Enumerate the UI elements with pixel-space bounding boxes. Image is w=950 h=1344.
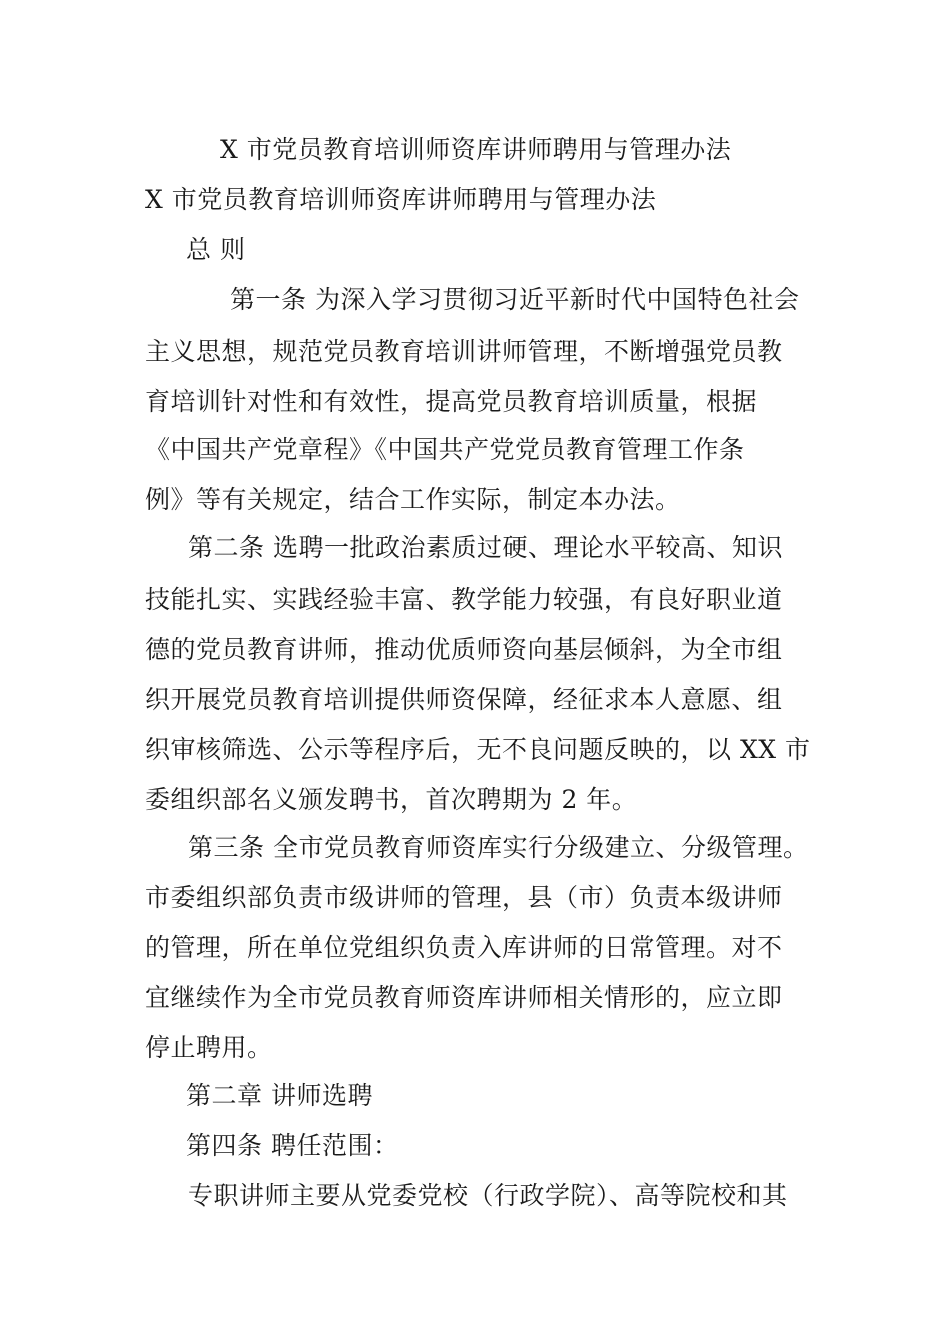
- article-3-line: 的管理，所在单位党组织负责入库讲师的日常管理。对不: [145, 933, 783, 962]
- article-2-line: 织审核筛选、公示等程序后，无不良问题反映的，以 XX 市: [145, 735, 811, 764]
- article-1-line: 主义思想，规范党员教育培训讲师管理，不断增强党员教: [145, 337, 783, 366]
- article-2-line: 织开展党员教育培训提供师资保障，经征求本人意愿、组: [145, 685, 783, 714]
- article-2-line: 委组织部名义颁发聘书，首次聘期为 2 年。: [145, 785, 638, 814]
- article-1-line: 《中国共产党章程》《中国共产党党员教育管理工作条: [145, 435, 745, 464]
- chapter-2-heading: 第二章 讲师选聘: [186, 1081, 373, 1110]
- section-heading-general: 总 则: [186, 235, 246, 264]
- document-title: X 市党员教育培训师资库讲师聘用与管理办法: [220, 135, 732, 164]
- article-3-line: 第三条 全市党员教育师资库实行分级建立、分级管理。: [188, 833, 809, 862]
- article-2-line: 技能扎实、实践经验丰富、教学能力较强，有良好职业道: [145, 585, 783, 614]
- article-2-line: 德的党员教育讲师，推动优质师资向基层倾斜，为全市组: [145, 635, 783, 664]
- article-1-line: 例》等有关规定，结合工作实际，制定本办法。: [145, 485, 681, 514]
- article-3-line: 宜继续作为全市党员教育师资库讲师相关情形的，应立即: [145, 983, 783, 1012]
- article-4-heading: 第四条 聘任范围：: [186, 1131, 399, 1160]
- article-2-line: 第二条 选聘一批政治素质过硬、理论水平较高、知识: [188, 533, 783, 562]
- document-subtitle: X 市党员教育培训师资库讲师聘用与管理办法: [145, 185, 657, 214]
- article-3-line: 停止聘用。: [145, 1033, 273, 1062]
- article-3-line: 市委组织部负责市级讲师的管理，县（市）负责本级讲师: [145, 883, 783, 912]
- article-1-line: 第一条 为深入学习贯彻习近平新时代中国特色社会: [230, 285, 800, 314]
- article-1-line: 育培训针对性和有效性，提高党员教育培训质量，根据: [145, 387, 758, 416]
- article-4-line: 专职讲师主要从党委党校（行政学院）、高等院校和其: [188, 1181, 788, 1210]
